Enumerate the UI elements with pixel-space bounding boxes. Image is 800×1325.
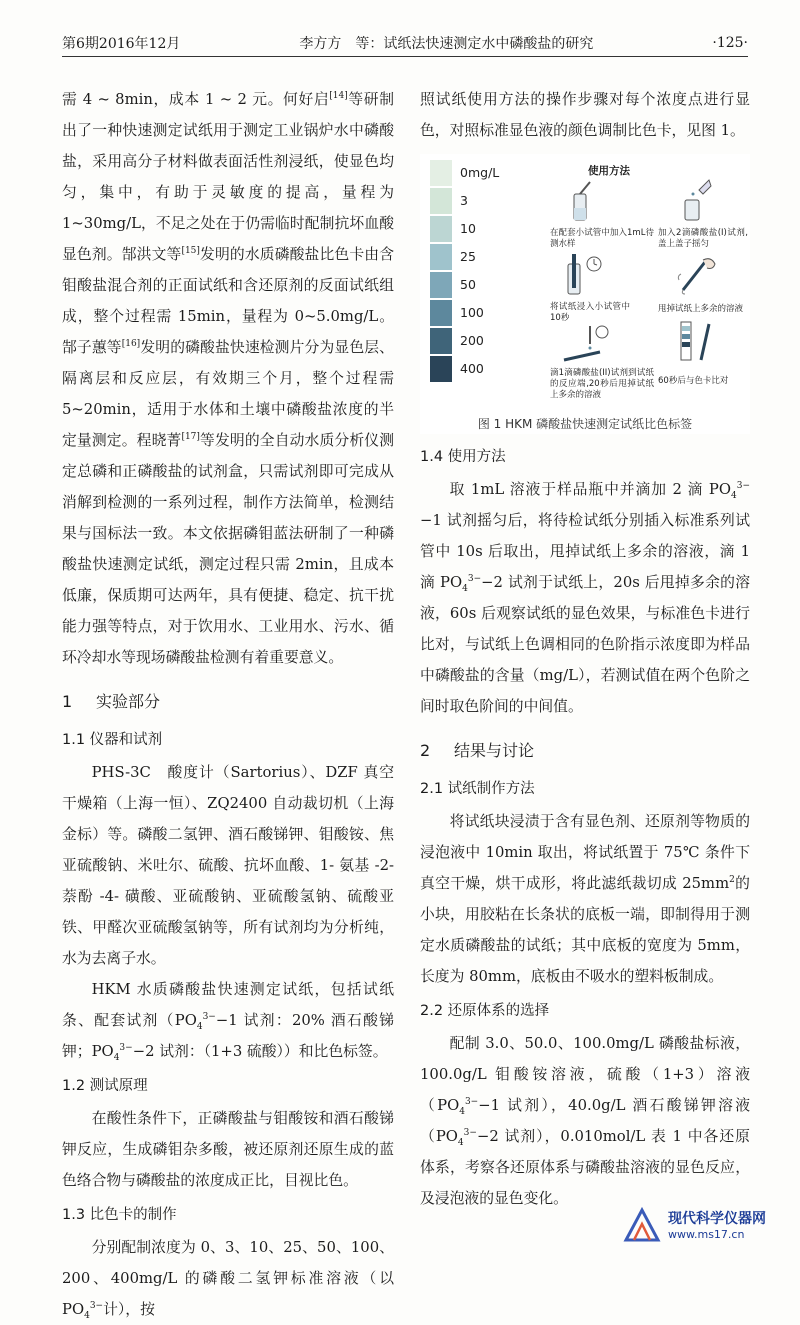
- color-swatch-row: [430, 244, 530, 272]
- usage-title: 使用方法: [588, 165, 630, 177]
- color-swatch-row: [430, 328, 530, 356]
- subsection-1-4-heading: 1.4 使用方法: [420, 449, 506, 465]
- color-swatch: [430, 272, 452, 298]
- color-swatch-row: [430, 216, 530, 244]
- color-swatch-row: [430, 188, 530, 216]
- color-swatch-label: 200: [460, 333, 484, 348]
- page-number: ·125·: [712, 35, 748, 51]
- strip-in-tube-illustration: [560, 250, 606, 300]
- figure-1: [420, 154, 750, 434]
- step-2-text: 加入2滴磷酸盐(I)试剂,盖上盖子摇匀: [658, 228, 748, 249]
- color-swatch-label: 400: [460, 361, 484, 376]
- color-swatch-row: [430, 300, 530, 328]
- instruments-paragraph: PHS-3C 酸度计（Sartorius）、DZF 真空干燥箱（上海一恒）、ZQ2400 自动裁切机（上海金标）等。磷酸二氢钾、酒石酸锑钾、钼酸铵、焦亚硫酸钠、米吐尔、硫酸、抗坏血酸、1- 氨基 -2- 萘酚 -4- 磺酸、亚硫酸钠、亚硫酸氢钠、硫酸亚铁、甲醛次亚硫酸氢钠等，所有试剂均为分析纯，水为去离子水。: [62, 764, 394, 967]
- running-title: 李方方 等：试纸法快速测定水中磷酸盐的研究: [299, 36, 594, 52]
- step-1-text: 在配套小试管中加入1mL待测水样: [550, 228, 654, 249]
- test-strip-paragraph: HKM 水质磷酸盐快速测定试纸，包括试纸条、配套试剂（$PO_4^{3-}-1$ 试剂：20% 酒石酸锑钾；$PO_4^{3-}-2$ 试剂：（1+3 硫酸））和比色标签。: [62, 981, 394, 1063]
- reduction-system-paragraph: 配制 3.0、50.0、100.0mg/L 磷酸盐标液，100.0g/L 钼酸铵溶液，硫酸（1+3）溶液（$PO_4^{3-}-1$ 试剂），40.0g/L 酒石酸锑钾溶液（$PO_4^{3-}-2$ 试剂），0.010mol/L 表 1 中各还原体系，考察各还原体系与磷酸盐溶液的显色反应，及浸泡液的显色变化。: [420, 1035, 750, 1207]
- color-swatch: [430, 300, 452, 326]
- color-swatch-row: [430, 272, 530, 300]
- issue-info: 第6期2016年12月: [62, 36, 181, 52]
- watermark-name: 现代科学仪器网: [668, 1211, 766, 1227]
- color-swatch: [430, 356, 452, 382]
- color-swatch-label: 3: [460, 193, 468, 208]
- subsection-1-2-heading: 1.2 测试原理: [62, 1078, 148, 1094]
- right-column: [420, 84, 750, 1214]
- step-4-text: 甩掉试纸上多余的溶液: [658, 304, 744, 314]
- color-swatch-list: [430, 160, 530, 384]
- color-swatch-label: 25: [460, 249, 476, 264]
- dropper-bottle-illustration: [675, 176, 715, 224]
- subsection-1-3-heading: 1.3 比色卡的制作: [62, 1207, 177, 1223]
- color-swatch: [430, 188, 452, 214]
- color-card-paragraph-cont: 照试纸使用方法的操作步骤对每个浓度点进行显色，对照标准显色液的颜色调制比色卡，见图 1。: [420, 91, 750, 139]
- color-swatch: [430, 160, 452, 186]
- watermark-logo-icon: [622, 1206, 662, 1246]
- section-1-heading: 1 实验部分: [62, 692, 161, 711]
- step-5-text: 滴1滴磷酸盐(II)试剂到试纸的反应端,20秒后甩掉试纸上多余的溶液: [550, 368, 654, 400]
- strip-fabrication-paragraph: 将试纸块浸渍于含有显色剂、还原剂等物质的浸泡液中 10min 取出，将试纸置于 75℃ 条件下真空干燥，烘干成形，将此滤纸裁切成 $25mm^2$的小块，用胶粘在长条状的底板一端，即制得用于测定水质磷酸盐的试纸；其中底板的宽度为 5mm，长度为 80mm，底板由不吸水的塑料板制成。: [420, 813, 750, 985]
- usage-paragraph: 取 1mL 溶液于样品瓶中并滴加 2 滴 $PO_4^{3-}-1$ 试剂摇匀后，将待检试纸分别插入标准系列试管中 10s 后取出，甩掉试纸上多余的溶液，滴 1 滴 $PO_4^{3-}-2$ 试剂于试纸上，20s 后甩掉多余的溶液，60s 后观察试纸的显色效果，与标准色卡进行比对，与试纸上色调相同的色阶指示浓度即为样品中磷酸盐的含量（mg/L），若测试值在两个色阶之间时取色阶间的中间值。: [420, 481, 750, 715]
- step-3-text: 将试纸浸入小试管中10秒: [550, 302, 630, 323]
- site-watermark: [622, 1205, 792, 1247]
- step-6-text: 60秒后与色卡比对: [658, 376, 729, 386]
- shaking-strip-illustration: [675, 250, 719, 298]
- color-swatch: [430, 328, 452, 354]
- section-2-heading: 2 结果与讨论: [420, 741, 535, 760]
- drop-on-strip-illustration: [560, 322, 610, 366]
- color-swatch-label: 10: [460, 221, 476, 236]
- left-column: [62, 84, 394, 1325]
- intro-paragraph: 需 4 ~ 8min，成本 1 ~ 2 元。何好启[14]等研制出了一种快速测定试纸用于测定工业锅炉水中磷酸盐，采用高分子材料做表面活性剂浸纸，使显色均匀，集中，有助于灵敏度的提高，量程为 1~30mg/L，不足之处在于仍需临时配制抗坏血酸显色剂。郜洪文等[15]发明的水质磷酸盐比色卡由含钼酸盐混合剂的正面试纸和含还原剂的反面试纸组成，整个过程需 15min，量程为 0~5.0mg/L。郜子蕙等[16]发明的磷酸盐快速检测片分为显色层、隔离层和反应层，有效期三个月，整个过程需 5~20min，适用于水体和土壤中磷酸盐浓度的半定量测定。程晓菁[17]等发明的全自动水质分析仪测定总磷和正磷酸盐的试剂盒，只需试剂即可完成从消解到检测的一系列过程，制作方法简单，检测结果与国标法一致。本文依据磷钼蓝法研制了一种磷酸盐快速测定试纸，测定过程只需 2min，且成本低廉，保质期可达两年，具有便捷、稳定、抗干扰能力强等特点，对于饮用水、工业用水、污水、循环冷却水等现场磷酸盐检测有着重要意义。: [62, 91, 394, 666]
- figure-1-caption: 图 1 HKM 磷酸盐快速测定试纸比色标签: [477, 417, 693, 431]
- color-swatch-row: [430, 356, 530, 384]
- color-card-paragraph: 分别配制浓度为 0、3、10、25、50、100、200、400mg/L 的磷酸二氢钾标准溶液（以 $PO_4^{3-}$计），按: [62, 1239, 394, 1321]
- color-swatch-label: 100: [460, 305, 484, 320]
- principle-paragraph: 在酸性条件下，正磷酸盐与钼酸铵和酒石酸锑钾反应，生成磷钼杂多酸，被还原剂还原生成的蓝色络合物与磷酸盐的浓度成正比，目视比色。: [62, 1110, 394, 1189]
- watermark-url: www.ms17.cn: [668, 1228, 745, 1241]
- color-swatch: [430, 244, 452, 270]
- subsection-2-1-heading: 2.1 试纸制作方法: [420, 781, 535, 797]
- color-swatch: [430, 216, 452, 242]
- compare-card-illustration: [675, 316, 719, 366]
- subsection-2-2-heading: 2.2 还原体系的选择: [420, 1003, 550, 1019]
- test-tube-pipette-illustration: [560, 180, 600, 224]
- running-header: [62, 30, 748, 57]
- color-swatch-label: 0mg/L: [460, 165, 500, 180]
- subsection-1-1-heading: 1.1 仪器和试剂: [62, 732, 163, 748]
- color-swatch-row: [430, 160, 530, 188]
- color-swatch-label: 50: [460, 277, 476, 292]
